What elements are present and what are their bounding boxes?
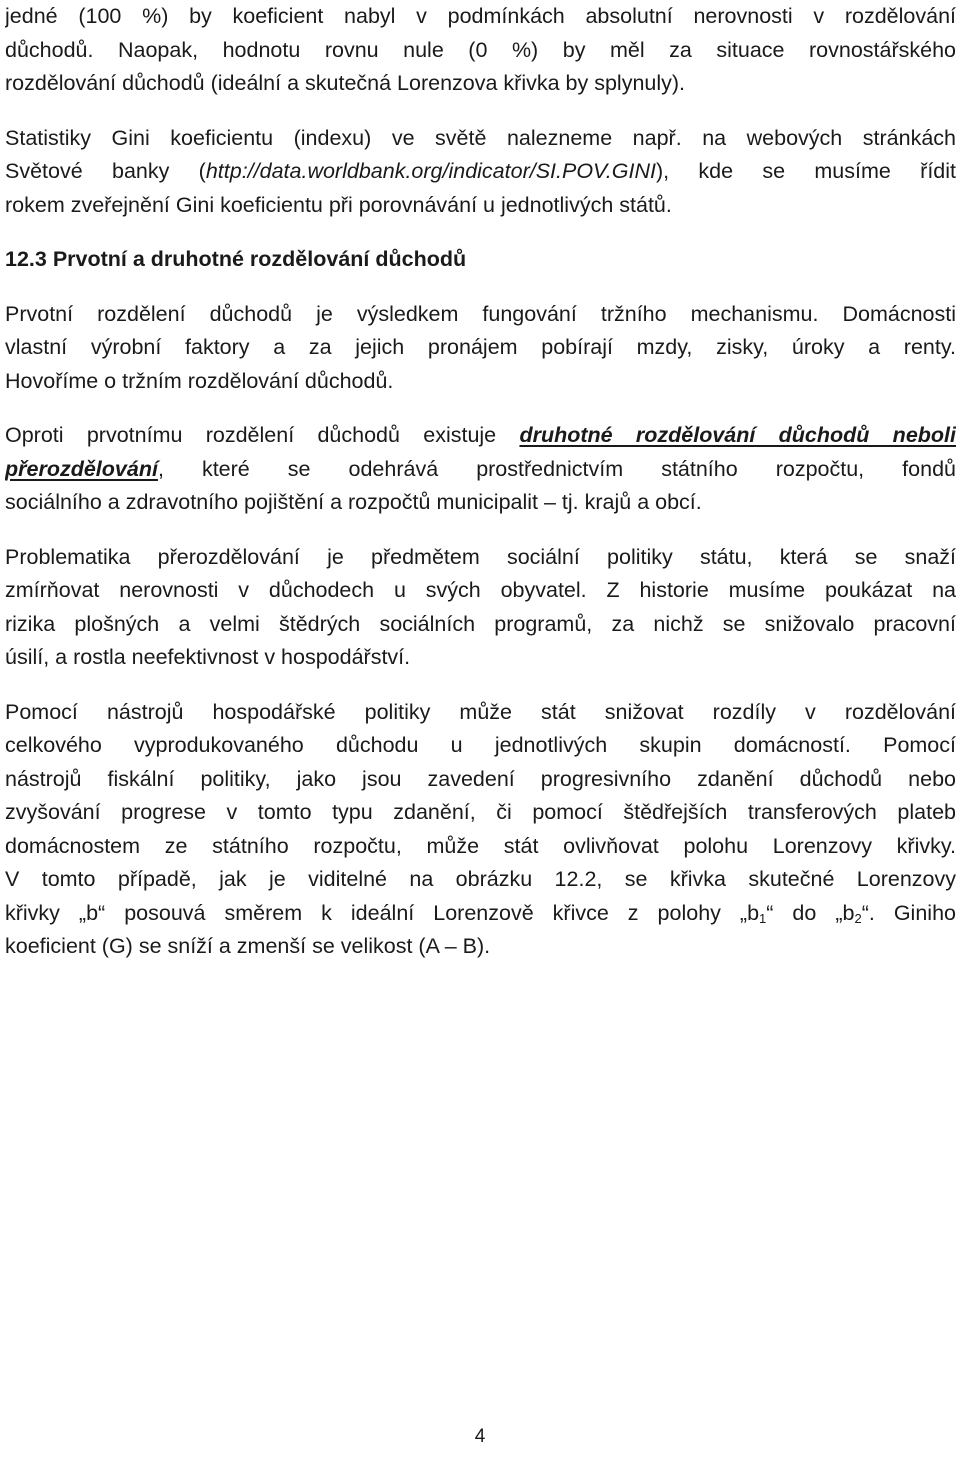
- emphasis-term: druhotné rozdělování důchodů neboli: [519, 423, 956, 447]
- subscript: 1: [759, 910, 767, 926]
- text-segment: , které se odehrává prostřednictvím státního rozpočtu, fondů: [157, 456, 956, 481]
- text-line: [5, 453, 956, 487]
- paragraph-primary-distribution: [5, 298, 956, 399]
- text-line: koeficient (G) se sníží a zmenší se velikost (A – B).: [5, 934, 491, 958]
- text-line: [5, 155, 956, 189]
- paragraph-economic-policy: [5, 696, 956, 964]
- text-segment: Oproti prvotnímu rozdělení důchodů existuje: [5, 423, 520, 447]
- section-heading: 12.3 Prvotní a druhotné rozdělování důchodů: [5, 247, 467, 271]
- text-segment: křivky „b“ posouvá směrem k ideální Lorenzově křivce z polohy „b: [5, 900, 760, 925]
- text-segment: ), kde se musíme řídit: [655, 159, 956, 183]
- paragraph-gini-range: [5, 0, 956, 101]
- text-line: Problematika přerozdělování je předmětem sociální politiky státu, která se snaží: [5, 544, 956, 569]
- text-segment: Světové banky (: [5, 159, 206, 183]
- subscript: 2: [854, 910, 862, 926]
- text-line: nástrojů fiskální politiky, jako jsou zavedení progresivního zdanění důchodů nebo: [5, 766, 956, 791]
- text-line: jedné (100 %) by koeficient nabyl v podmínkách absolutní nerovnosti v rozdělování: [5, 4, 956, 28]
- text-line: zvyšování progrese v tomto typu zdanění, či pomocí štědřejších transferových plateb: [5, 800, 956, 824]
- text-line: zmírňovat nerovnosti v důchodech u svých obyvatel. Z historie musíme poukázat na: [5, 578, 956, 602]
- text-line: [5, 897, 956, 931]
- text-line: vlastní výrobní faktory a za jejich pronájem pobírají mzdy, zisky, úroky a renty.: [5, 335, 956, 359]
- text-line: V tomto případě, jak je viditelné na obrázku 12.2, se křivka skutečné Lorenzovy: [5, 867, 956, 891]
- text-line: rizika plošných a velmi štědrých sociálních programů, za nichž se snižovalo pracovní: [5, 611, 956, 636]
- text-line: Statistiky Gini koeficientu (indexu) ve světě nalezneme např. na webových stránkách: [5, 125, 956, 150]
- page-number: 4: [474, 1426, 486, 1447]
- text-line: sociálního a zdravotního pojištění a rozpočtů municipalit – tj. krajů a obcí.: [5, 490, 702, 514]
- worldbank-link[interactable]: http://data.worldbank.org/indicator/SI.POV.GINI: [205, 159, 656, 183]
- text-line: Prvotní rozdělení důchodů je výsledkem fungování tržního mechanismu. Domácnosti: [5, 301, 956, 326]
- paragraph-gini-statistics: [5, 122, 956, 223]
- text-line: důchodů. Naopak, hodnotu rovnu nule (0 %) by měl za situace rovnostářského: [5, 37, 956, 62]
- text-line: rokem zveřejnění Gini koeficientu při porovnávání u jednotlivých států.: [5, 192, 672, 217]
- emphasis-term: přerozdělování: [5, 456, 158, 481]
- text-line: [5, 419, 956, 453]
- paragraph-redistribution-problems: [5, 541, 956, 675]
- document-page: [5, 0, 956, 985]
- text-line: celkového vyprodukovaného důchodu u jednotlivých skupin domácností. Pomocí: [5, 733, 956, 757]
- text-line: rozdělování důchodů (ideální a skutečná Lorenzova křivka by splynuly).: [5, 71, 686, 95]
- text-segment: “ do „b: [766, 900, 855, 925]
- text-line: Pomocí nástrojů hospodářské politiky může stát snižovat rozdíly v rozdělování: [5, 699, 956, 724]
- text-line: domácnostem ze státního rozpočtu, může stát ovlivňovat polohu Lorenzovy křivky.: [5, 833, 956, 858]
- text-line: Hovoříme o tržním rozdělování důchodů.: [5, 368, 394, 393]
- text-segment: “. Giniho: [861, 900, 956, 925]
- paragraph-secondary-distribution: [5, 419, 956, 520]
- text-line: úsilí, a rostla neefektivnost v hospodářství.: [5, 645, 411, 669]
